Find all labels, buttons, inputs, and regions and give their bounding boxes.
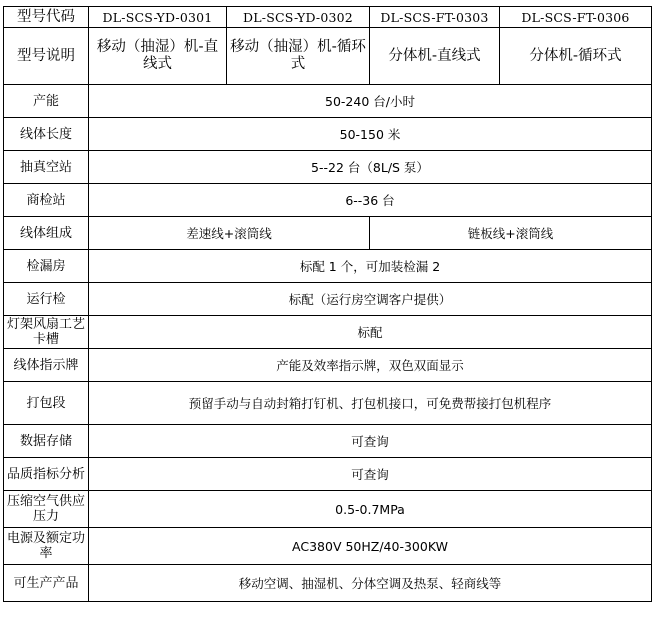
spec-row [4, 491, 652, 528]
spec-row-line-composition [4, 217, 652, 250]
spec-label: 线体指示牌 [4, 349, 89, 382]
spec-label: 抽真空站 [4, 151, 89, 184]
spec-value: 移动空调、抽湿机、分体空调及热泵、轻商线等 [89, 565, 652, 602]
spec-value-left: 差速线+滚筒线 [89, 217, 370, 250]
model-desc-cell: 分体机-直线式 [370, 28, 500, 85]
model-desc-cell: 移动（抽湿）机-循环式 [227, 28, 370, 85]
spec-row [4, 250, 652, 283]
spec-value: 可查询 [89, 425, 652, 458]
model-desc-cell: 移动（抽湿）机-直线式 [89, 28, 227, 85]
spec-row [4, 283, 652, 316]
model-code-row [4, 7, 652, 28]
spec-value: 6--36 台 [89, 184, 652, 217]
spec-value: AC380V 50HZ/40-300KW [89, 528, 652, 565]
spec-row [4, 316, 652, 349]
spec-label: 线体组成 [4, 217, 89, 250]
spec-label: 打包段 [4, 382, 89, 425]
spec-value: 标配（运行房空调客户提供） [89, 283, 652, 316]
model-desc-cell: 分体机-循环式 [500, 28, 652, 85]
spec-value: 5--22 台（8L/S 泵） [89, 151, 652, 184]
spec-value: 标配 [89, 316, 652, 349]
spec-row [4, 349, 652, 382]
spec-row [4, 382, 652, 425]
spec-row [4, 528, 652, 565]
model-code-cell: DL-SCS-FT-0306 [500, 7, 652, 28]
model-code-cell: DL-SCS-YD-0301 [89, 7, 227, 28]
spec-label: 数据存储 [4, 425, 89, 458]
spec-label: 品质指标分析 [4, 458, 89, 491]
spec-label: 压缩空气供应压力 [4, 491, 89, 528]
spec-value: 产能及效率指示牌，双色双面显示 [89, 349, 652, 382]
spec-value: 预留手动与自动封箱打钉机、打包机接口，可免费帮接打包机程序 [89, 382, 652, 425]
model-code-label: 型号代码 [4, 7, 89, 28]
spec-value: 0.5-0.7MPa [89, 491, 652, 528]
model-code-cell: DL-SCS-FT-0303 [370, 7, 500, 28]
spec-label: 产能 [4, 85, 89, 118]
spec-label: 灯架风扇工艺卡槽 [4, 316, 89, 349]
spec-row [4, 565, 652, 602]
spec-value: 50-240 台/小时 [89, 85, 652, 118]
spec-value-right: 链板线+滚筒线 [370, 217, 652, 250]
spec-value: 50-150 米 [89, 118, 652, 151]
spec-row [4, 458, 652, 491]
spec-label: 线体长度 [4, 118, 89, 151]
spec-value: 标配 1 个，可加装检漏 2 [89, 250, 652, 283]
spec-label: 可生产产品 [4, 565, 89, 602]
spec-label: 商检站 [4, 184, 89, 217]
spec-label: 检漏房 [4, 250, 89, 283]
spec-value: 可查询 [89, 458, 652, 491]
spec-row [4, 118, 652, 151]
spec-label: 电源及额定功率 [4, 528, 89, 565]
spec-table [3, 6, 652, 602]
model-desc-label: 型号说明 [4, 28, 89, 85]
spec-row [4, 85, 652, 118]
spec-row [4, 425, 652, 458]
spec-row [4, 184, 652, 217]
spec-label: 运行检 [4, 283, 89, 316]
spec-row [4, 151, 652, 184]
model-desc-row [4, 28, 652, 85]
model-code-cell: DL-SCS-YD-0302 [227, 7, 370, 28]
